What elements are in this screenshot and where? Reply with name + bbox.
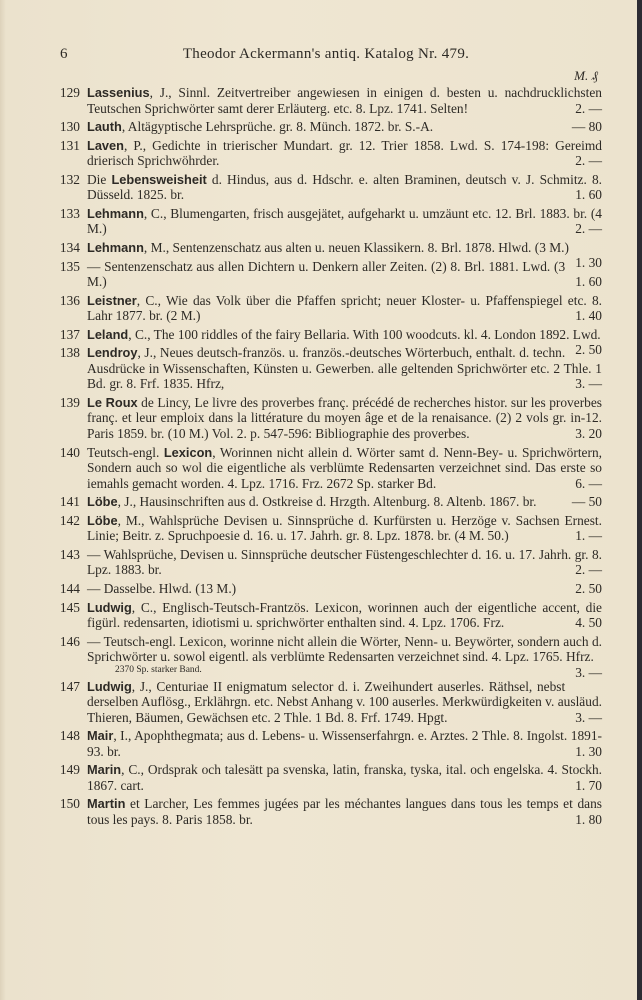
entry-text: , P., Gedichte in trierischer Mundart. gr. 12. Trier 1858. Lwd. S. 174-198: Gereimd drierisch Sprichwöhrder. [87,137,602,169]
entry-number: 149 [59,762,80,778]
entry-price: 1. 30 [575,255,602,271]
catalog-entry [60,85,602,116]
page-header [60,46,602,63]
entry-number: 150 [59,796,80,812]
entry-text: , J., Neues deutsch-französ. u. französ.-deutsches Wörterbuch, enthalt. d. techn. Ausdrücke in Wissenschaften, Künsten u. Gewerben. alle geltenden Sprichwörter etc. 2 Thle. 1 Bd. gr. 8. Frf. 1835. Hfrz, [87,345,602,392]
entry-text: , J., Sinnl. Zeitvertreiber angewiesen in einigen d. besten u. nachdrucklichsten Teutschen Sprichwörter samt derer Erläuterg. etc. 8. Lpz. 1741. Selten! [87,85,602,116]
catalog-entry [60,679,602,726]
entry-author: Löbe [87,494,118,510]
entry-text: , J., Centuriae II enigmatum selector d. i. Zweihundert auserles. Räthsel, nebst derselben Auflösg., Erklährgn. etc. Nebst Anhang v. 100 auserles. Merkwürdigkeiten v. ausläud. Thieren, Bäumen, Gewächsen etc. 2 Thle. 1 Bd. 8. Frf. 1749. Hpgt. [87,678,602,725]
entry-price: 1. — [575,528,602,544]
currency-heading: M. ₰ [574,68,598,83]
entry-price: 2. — [575,562,602,578]
entry-price: 2. — [575,221,602,237]
entry-price: 2. — [575,100,602,116]
entry-number: 148 [59,728,80,744]
entry-number: 144 [59,580,80,596]
entry-author: Löbe [87,512,118,528]
entry-number: 141 [59,494,80,510]
catalog-entry [60,206,602,237]
catalog-entries [60,85,602,827]
entry-text: , M., Sentenzenschatz aus alten u. neuen Klassikern. 8. Brl. 1878. Hlwd. (3 M.) [143,239,569,255]
entry-price: 4. 50 [575,615,602,630]
entry-text: de Lincy, Le livre des proverbes franç. précédé de recherches histor. sur les proverbes franç. et leur emploix dans la littérature du moyen âge et de la renaisance. (2) 2 vols gr. in-12. Paris 1859. br. (10 M.) Vol. 2. p. 547-596: Bibliographie des proverbes. [87,394,602,441]
entry-author: Leistner [87,292,137,308]
entry-number: 142 [59,512,80,528]
entry-price: 3. — [575,709,602,725]
entry-text: , C., Blumengarten, frisch ausgejätet, aufgeharkt u. umzäunt etc. 12. Brl. 1883. br. (4 M.) [87,205,602,237]
entry-author: Martin [87,796,126,812]
entry-text: , C., The 100 riddles of the fairy Bellaria. With 100 woodcuts. kl. 4. London 1892. Lwd. [128,326,601,342]
entry-number: 130 [59,119,80,135]
entry-price: 6. — [575,475,602,491]
catalog-entry [60,513,602,544]
catalog-entry [60,762,602,793]
entry-author: Mair [87,728,114,744]
entry-author: Marin [87,762,122,778]
catalog-entry [60,581,602,597]
entry-number: 131 [59,137,80,153]
entry-number: 145 [59,599,80,615]
entry-text: , C., Wie das Volk über die Pfaffen spricht; neuer Kloster- u. Pfaffenspiegel etc. 8. Lahr 1877. br. (2 M.) [87,292,602,324]
entry-text: — Teutsch-engl. Lexicon, worinne nicht allein die Wörter, Nenn- u. Beywörter, sondern auch d. Sprichwörter u. sowol eigentl. als verblümte Redensarten verzeichnet sind. 4. Lpz. 1765. Hfrz. [87,633,602,665]
catalog-entry [59,633,602,680]
entry-author: Lendroy [87,345,138,361]
entry-text: , Worinnen nicht allein d. Wörter samt d. Nenn-Bey- u. Sprichwörtern, Sondern auch so wol die eigentliche als verblümte Redensarten verzeichnet sind. Das erste so iemahls gemacht worden. 4. Lpz. 1716. Frz. 2672 Sp. starker Bd. [87,444,603,491]
entry-number: 139 [59,394,80,410]
entry-price: 2. 50 [575,580,602,596]
entry-number: 143 [59,546,80,562]
catalog-entry [60,345,602,392]
catalog-entry [60,728,602,759]
entry-prefix: Teutsch-engl. [87,444,164,460]
entry-text: et Larcher, Les femmes jugées par les méchantes langues dans tous les temps et dans tous les pays. 8. Paris 1858. br. [87,796,602,827]
entry-author: Lehmann [87,205,144,221]
entry-author: Ludwig [87,599,132,615]
entry-number: 147 [59,678,80,694]
entry-note: 2370 Sp. starker Band. [115,664,202,675]
entry-text: d. Hindus, aus d. Hdschr. e. alten Braminen, deutsch v. J. Schmitz. 8. Düsseld. 1825. br. [87,171,603,203]
entry-author: Lexicon [163,444,213,460]
entry-number: 137 [59,326,80,342]
entry-number: 136 [59,292,80,308]
entry-text: , C., Ordsprak och talesätt pa svenska, latin, franska, tyska, ital. och engelska. 4. Stockh. 1867. cart. [87,762,602,793]
entry-price: 2. 50 [575,342,602,358]
entry-price: 1. 40 [575,308,602,324]
entry-text: , C., Englisch-Teutsch-Frantzös. Lexicon, worinnen auch der eigentliche accent, die figürl. redensarten, idiotismi u. sprichwörter enthalten sind. 4. Lpz. 1706. Frz. [87,599,602,630]
catalog-entry [60,494,602,510]
catalog-entry [60,600,602,631]
entry-author: Lebensweisheit [111,171,207,187]
page-title: Theodor Ackermann's antiq. Katalog Nr. 479. [182,46,470,62]
entry-author: Leland [87,326,129,342]
entry-price: 1. 70 [575,777,602,793]
entry-text: , I., Apophthegmata; aus d. Lebens- u. Wissenserfahrgn. e. Arztes. 2 Thle. 8. Ingolst. 1891-93. br. [87,728,602,759]
entry-text: , Altägyptische Lehrsprüche. gr. 8. Münch. 1872. br. S.-A. [121,119,434,135]
entry-number: 129 [59,85,80,100]
entry-number: 132 [59,171,80,187]
catalog-entry [60,796,602,827]
entry-number: 146 [59,633,80,649]
entry-author: Laven [87,137,124,153]
catalog-entry [60,172,602,203]
entry-price: — 80 [571,119,602,135]
entry-author: Lauth [87,119,122,135]
catalog-entry [60,259,602,290]
catalog-entry [60,547,602,578]
entry-price: — 50 [571,494,602,510]
entry-price: 2. — [575,153,602,169]
entry-text: — Sentenzenschatz aus allen Dichtern u. Denkern aller Zeiten. (2) 8. Brl. 1881. Lwd. (3 M.) [87,258,566,290]
entry-number: 134 [59,239,80,255]
catalog-entry [60,293,602,324]
entry-price: 3. — [575,664,602,680]
entry-number: 140 [59,444,80,460]
entry-text: — Dasselbe. Hlwd. (13 M.) [87,580,237,596]
catalog-entry [60,119,602,135]
entry-price: 1. 80 [575,811,602,827]
entry-number: 138 [59,345,80,361]
entry-author: Lassenius [87,85,150,100]
catalog-entry [60,395,602,442]
entry-price: 3. — [575,376,602,392]
entry-text: , M., Wahlsprüche Devisen u. Sinnsprüche d. Kurfürsten u. Herzöge v. Sachsen Ernest. Linie; Beitr. z. Spruchpoesie d. 16. u. 17. Jahrh. gr. 8. Lpz. 1878. br. (4 M. 50.) [87,512,602,544]
entry-number: 133 [59,205,80,221]
entry-prefix: Die [87,171,112,187]
page-number: 6 [60,46,68,62]
entry-number: 135 [59,258,80,274]
entry-text: — Wahlsprüche, Devisen u. Sinnsprüche deutscher Füstengeschlechter d. 16. u. 17. Jahrh. gr. 8. Lpz. 1883. br. [87,546,602,578]
entry-text: , J., Hausinschriften aus d. Ostkreise d. Hrzgth. Altenburg. 8. Altenb. 1867. br. [117,494,537,510]
catalog-entry [60,445,602,492]
entry-price: 1. 60 [575,274,602,290]
entry-price: 1. 30 [575,743,602,759]
catalog-entry [60,138,602,169]
scan-edge [637,0,642,1000]
entry-author: Le Roux [87,394,138,410]
entry-price: 1. 60 [575,187,602,203]
entry-author: Ludwig [87,678,132,694]
entry-author: Lehmann [87,239,144,255]
entry-price: 3. 20 [575,425,602,441]
